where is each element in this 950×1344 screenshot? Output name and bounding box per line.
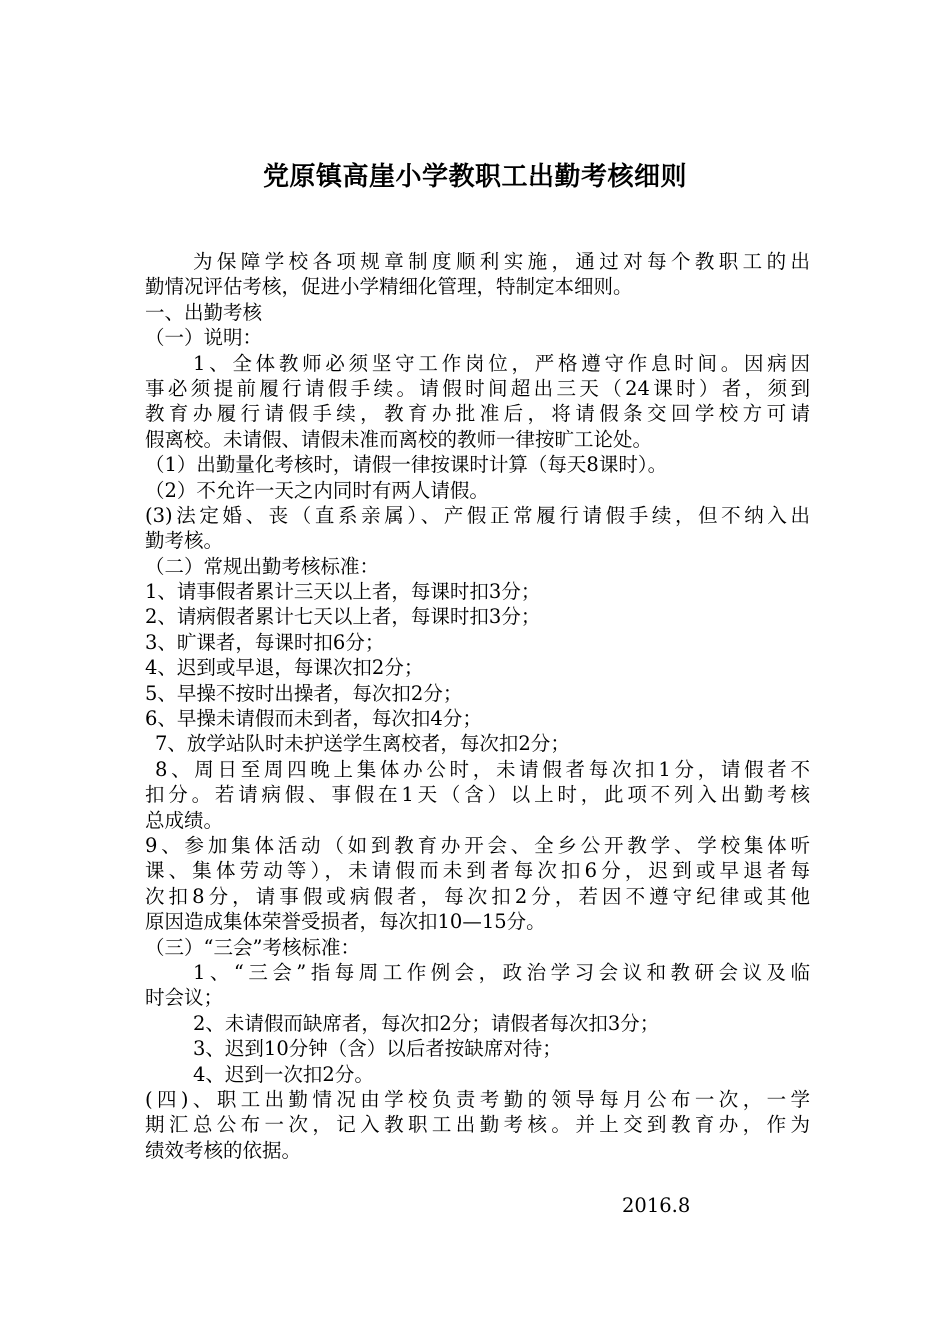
- standard-item-9-line-3: 次扣8分，请事假或病假者，每次扣2分，若因不遵守纪律或其他: [145, 884, 810, 908]
- rule-1-line-4: 假离校。未请假、请假未准而离校的教师一律按旷工论处。: [145, 427, 653, 451]
- section-4-line-3: 绩效考核的依据。: [145, 1138, 302, 1162]
- document-date: 2016.8: [622, 1194, 691, 1217]
- section-heading-attendance: 一、出勤考核: [145, 300, 263, 324]
- note-3-line-2: 勤考核。: [145, 529, 224, 553]
- intro-line-1: 为保障学校各项规章制度顺利实施，通过对每个教职工的出: [193, 250, 810, 273]
- standard-item-1: 1、请事假者累计三天以上者，每课时扣3分；: [145, 580, 541, 604]
- rule-1-line-2: 事必须提前履行请假手续。请假时间超出三天（24课时）者，须到: [145, 376, 810, 400]
- section-4-line-2: 期汇总公布一次，记入教职工出勤考核。并上交到教育办，作为: [145, 1113, 810, 1137]
- standard-item-9-line-2: 课、集体劳动等），未请假而未到者每次扣6分，迟到或早退者每: [145, 859, 810, 883]
- subsection-heading-standards: （二）常规出勤考核标准：: [145, 554, 380, 578]
- meeting-item-4: 4、迟到一次扣2分。: [193, 1062, 374, 1086]
- document-body: [145, 249, 810, 1163]
- meeting-item-3: 3、迟到10分钟（含）以后者按缺席对待；: [193, 1037, 562, 1061]
- standard-item-7: 7、放学站队时未护送学生离校者，每次扣2分；: [155, 732, 570, 756]
- standard-item-8-line-3: 总成绩。: [145, 808, 224, 832]
- intro-line-2: 勤情况评估考核，促进小学精细化管理，特制定本细则。: [145, 275, 633, 299]
- standard-item-6: 6、早操未请假而未到者，每次扣4分；: [145, 707, 482, 731]
- rule-1-line-3: 教育办履行请假手续，教育办批准后，将请假条交回学校方可请: [145, 402, 810, 426]
- standard-item-2: 2、请病假者累计七天以上者，每课时扣3分；: [145, 605, 541, 629]
- document-title: 党原镇高崖小学教职工出勤考核细则: [262, 162, 687, 192]
- section-4-line-1: (四)、职工出勤情况由学校负责考勤的领导每月公布一次，一学: [145, 1087, 810, 1111]
- note-1: （1）出勤量化考核时，请假一律按课时计算（每天8课时）。: [145, 453, 668, 477]
- standard-item-8-line-1: 8、周日至周四晚上集体办公时，未请假者每次扣1分，请假者不: [155, 757, 810, 781]
- standard-item-8-line-2: 扣分。若请病假、事假在1天（含）以上时，此项不列入出勤考核: [145, 783, 810, 807]
- subsection-heading-meetings: （三）“三会”考核标准：: [145, 935, 360, 959]
- note-3-line-1: (3)法定婚、丧（直系亲属）、产假正常履行请假手续，但不纳入出: [145, 503, 810, 527]
- meeting-item-1-line-2: 时会议；: [145, 986, 224, 1010]
- standard-item-3: 3、旷课者，每课时扣6分；: [145, 630, 385, 654]
- subsection-heading-explanation: （一）说明：: [145, 326, 263, 350]
- standard-item-9-line-4: 原因造成集体荣誉受损者，每次扣10—15分。: [145, 910, 546, 934]
- standard-item-5: 5、早操不按时出操者，每次扣2分；: [145, 681, 463, 705]
- note-2: （2）不允许一天之内同时有两人请假。: [145, 478, 489, 502]
- rule-1-line-1: 1、全体教师必须坚守工作岗位，严格遵守作息时间。因病因: [193, 351, 810, 375]
- meeting-item-2: 2、未请假而缺席者，每次扣2分；请假者每次扣3分；: [193, 1011, 660, 1035]
- standard-item-4: 4、迟到或早退，每课次扣2分；: [145, 656, 424, 680]
- standard-item-9-line-1: 9、参加集体活动（如到教育办开会、全乡公开教学、学校集体听: [145, 833, 810, 857]
- meeting-item-1-line-1: 1、“三会”指每周工作例会，政治学习会议和教研会议及临: [193, 960, 810, 984]
